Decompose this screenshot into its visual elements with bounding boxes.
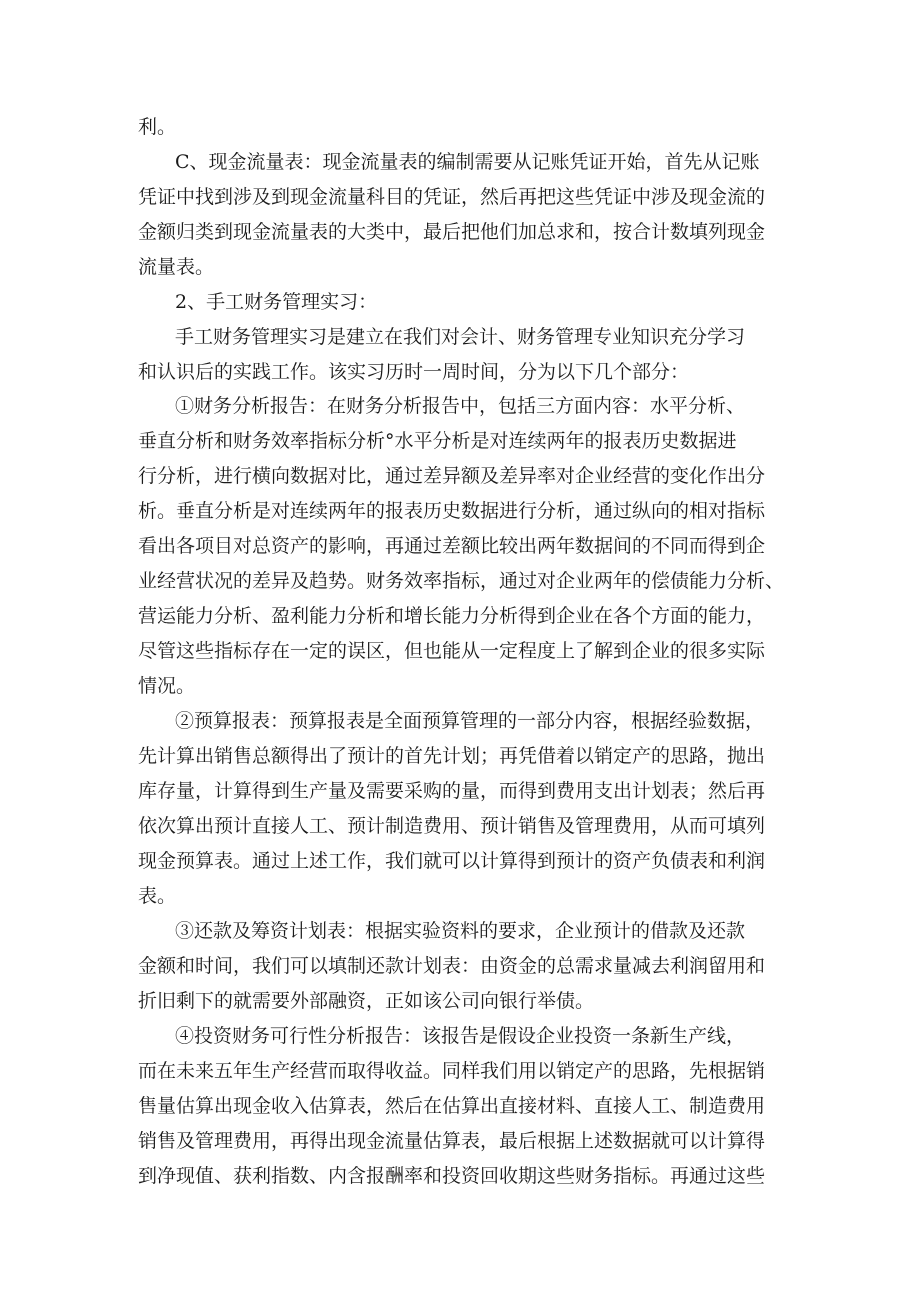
- text-line: 到净现值、获利指数、内含报酬率和投资回收期这些财务指标。再通过这些: [138, 1165, 766, 1187]
- text-line: 金额归类到现金流量表的大类中，最后把他们加总求和，按合计数填列现金: [138, 221, 766, 243]
- text-line: ①财务分析报告：在财务分析报告中，包括三方面内容：水平分析、: [175, 395, 746, 417]
- text-line: 垂直分析和财务效率指标分析°水平分析是对连续两年的报表历史数据进: [138, 430, 737, 452]
- text-line: 情况。: [138, 675, 196, 697]
- text-line: 行分析，进行横向数据对比，通过差异额及差异率对企业经营的变化作出分: [138, 465, 766, 487]
- text-line: 析。垂直分析是对连续两年的报表历史数据进行分析，通过纵向的相对指标: [138, 500, 766, 522]
- text-line: 营运能力分析、盈利能力分析和增长能力分析得到企业在各个方面的能力，: [138, 605, 766, 627]
- text-line: 依次算出预计直接人工、预计制造费用、预计销售及管理费用，从而可填列: [138, 815, 766, 837]
- text-line: 表。: [138, 885, 177, 907]
- text-line: 折旧剩下的就需要外部融资，正如该公司向银行举债。: [138, 990, 595, 1012]
- text-line: 和认识后的实践工作。该实习历时一周时间，分为以下几个部分：: [138, 361, 690, 383]
- text-line: 而在未来五年生产经营而取得收益。同样我们用以销定产的思路，先根据销: [138, 1060, 766, 1082]
- text-line: 利。: [138, 116, 177, 138]
- text-line: C、现金流量表：现金流量表的编制需要从记账凭证开始，首先从记账: [175, 151, 760, 173]
- text-line: 看出各项目对总资产的影响，再通过差额比较出两年数据间的不同而得到企: [138, 535, 766, 557]
- text-line: 销售及管理费用，再得出现金流量估算表，最后根据上述数据就可以计算得: [138, 1130, 766, 1152]
- text-line: 现金预算表。通过上述工作，我们就可以计算得到预计的资产负债表和利润: [138, 850, 766, 872]
- text-line: 售量估算出现金收入估算表，然后在估算出直接材料、直接人工、制造费用: [138, 1095, 766, 1117]
- text-line: 凭证中找到涉及到现金流量科目的凭证，然后再把这些凭证中涉及现金流的: [138, 186, 766, 208]
- text-line: 尽管这些指标存在一定的误区，但也能从一定程度上了解到企业的很多实际: [138, 640, 766, 662]
- text-line: 业经营状况的差异及趋势。财务效率指标，通过对企业两年的偿债能力分析、: [138, 570, 785, 592]
- text-line: 流量表。: [138, 256, 215, 278]
- text-line: 先计算出销售总额得出了预计的首先计划；再凭借着以销定产的思路，抛出: [138, 745, 766, 767]
- text-line: 库存量，计算得到生产量及需要采购的量，而得到费用支出计划表；然后再: [138, 780, 766, 802]
- text-line: ④投资财务可行性分析报告：该报告是假设企业投资一条新生产线，: [175, 1025, 746, 1047]
- text-line: ③还款及筹资计划表：根据实验资料的要求，企业预计的借款及还款: [175, 920, 746, 942]
- section-heading: 2、手工财务管理实习：: [175, 291, 378, 313]
- text-line: 手工财务管理实习是建立在我们对会计、财务管理专业知识充分学习: [175, 326, 746, 348]
- text-line: ②预算报表：预算报表是全面预算管理的一部分内容，根据经验数据，: [175, 710, 765, 732]
- text-line: 金额和时间，我们可以填制还款计划表：由资金的总需求量减去利润留用和: [138, 955, 766, 977]
